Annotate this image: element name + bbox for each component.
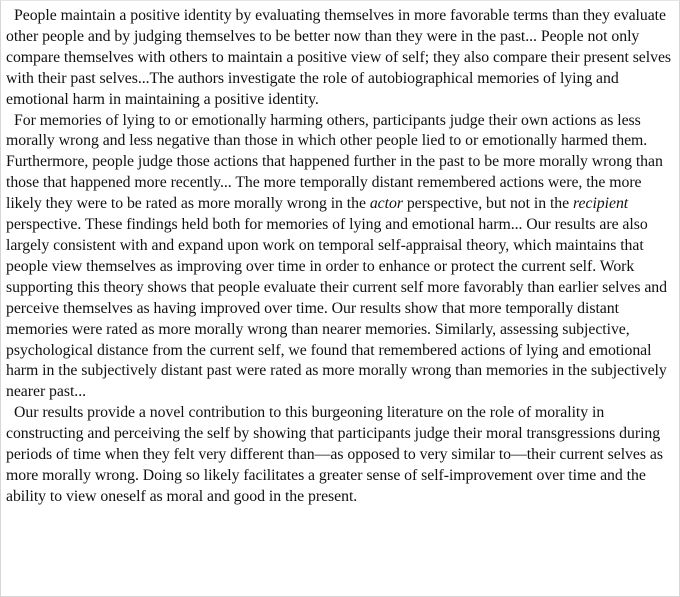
paragraph-2-text-a: For memories of lying to or emotionally harming others, participants judge their own actions as less morally wrong and less negative than those in which other people lied to or emotionally harmed them. Furthermore, people judge those actions that happened further in the past to be more morally wrong than those that happened more recently... The more temporally distant remembered actions were, the more likely they were to be rated as more morally wrong in the (6, 111, 663, 213)
paragraph-3 (6, 403, 678, 508)
paragraph-2-text-b: perspective, but not in the (402, 195, 574, 213)
text-block (6, 6, 678, 508)
italic-term-recipient: recipient (573, 195, 629, 213)
paragraph-1 (6, 6, 678, 111)
paragraph-1-text: People maintain a positive identity by evaluating themselves in more favorable terms than they evaluate other people and by judging themselves to be better now than they were in the past... People not only compare themselves with others to maintain a positive view of self; they also compare their present selves with their past selves...The authors investigate the role of autobiographical memories of lying and emotional harm in maintaining a positive identity. (6, 7, 671, 108)
paragraph-2 (6, 111, 678, 404)
paragraph-2-text-c: perspective. These findings held both for memories of lying and emotional harm... Our results are also largely consistent with and expand upon work on temporal self-appraisal theory, which maintains that people view themselves as improving over time in order to enhance or protect the current self. Work supporting this theory shows that people evaluate their current self more favorably than earlier selves and perceive themselves as having improved over time. Our results show that more temporally distant memories were rated as more morally wrong than nearer memories. Similarly, assessing subjective, psychological distance from the current self, we found that remembered actions of lying and emotional harm in the subjectively distant past were rated as more morally wrong than memories in the subjectively nearer past... (6, 216, 667, 401)
paragraph-3-text: Our results provide a novel contribution to this burgeoning literature on the role of morality in constructing and perceiving the self by showing that participants judge their moral transgressions during periods of time when they felt very different than—as opposed to very similar to—their current selves as more morally wrong. Doing so likely facilitates a greater sense of self-improvement over time and the ability to view oneself as moral and good in the present. (6, 404, 663, 505)
italic-term-actor: actor (369, 195, 403, 213)
